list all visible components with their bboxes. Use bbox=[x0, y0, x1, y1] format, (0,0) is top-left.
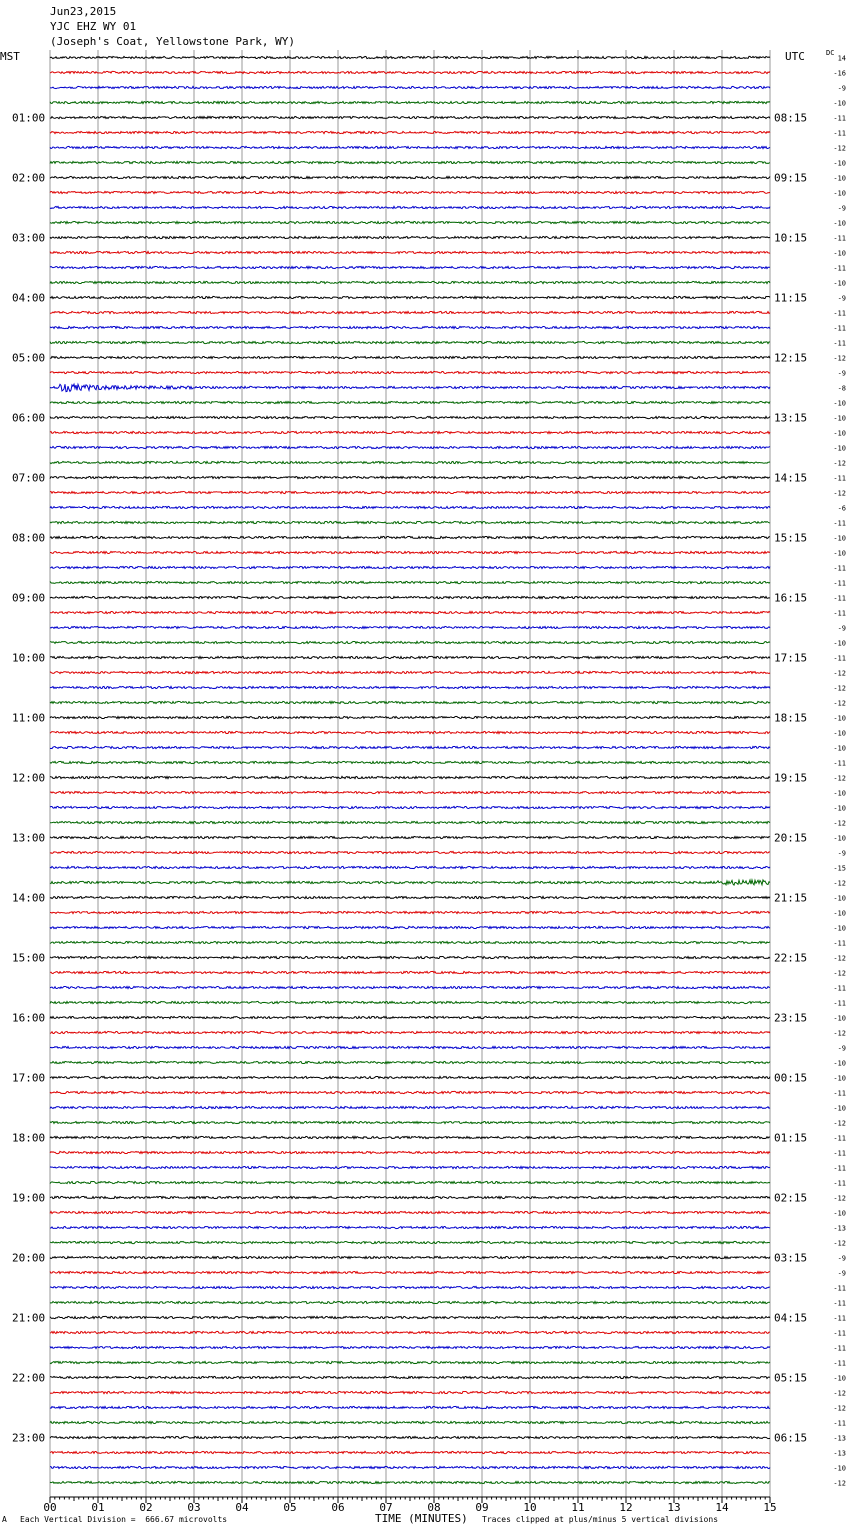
trace-row-43 bbox=[50, 701, 770, 703]
right-hour-label-6: 14:15 bbox=[774, 471, 808, 485]
dc-offset-9: -10 bbox=[833, 189, 846, 198]
trace-row-72 bbox=[50, 1136, 770, 1138]
trace-row-6 bbox=[50, 146, 770, 148]
trace-row-13 bbox=[50, 251, 770, 253]
trace-row-16 bbox=[50, 296, 770, 298]
plot-date: Jun23,2015 bbox=[50, 5, 117, 18]
dc-offset-59: -11 bbox=[833, 939, 846, 948]
dc-offset-71: -12 bbox=[833, 1119, 846, 1128]
x-tick-label-14: 14 bbox=[715, 1501, 729, 1514]
dc-offset-28: -11 bbox=[833, 474, 846, 483]
right-hour-label-5: 13:15 bbox=[774, 411, 808, 425]
left-hour-label-4: 05:00 bbox=[12, 351, 46, 365]
trace-row-71 bbox=[50, 1121, 770, 1123]
trace-row-73 bbox=[50, 1151, 770, 1153]
dc-offset-25: -10 bbox=[833, 429, 846, 438]
left-hour-label-17: 18:00 bbox=[12, 1131, 46, 1145]
dc-offset-83: -11 bbox=[833, 1299, 846, 1308]
left-hour-label-20: 21:00 bbox=[12, 1311, 46, 1325]
dc-offset-94: -10 bbox=[833, 1464, 846, 1473]
right-hour-label-14: 22:15 bbox=[774, 951, 808, 965]
left-hour-label-14: 15:00 bbox=[12, 951, 46, 965]
right-hour-label-9: 17:15 bbox=[774, 651, 808, 665]
trace-row-28 bbox=[50, 476, 770, 478]
dc-offset-78: -13 bbox=[833, 1224, 846, 1233]
trace-row-27 bbox=[50, 461, 770, 463]
x-tick-label-15: 15 bbox=[763, 1501, 777, 1514]
dc-offset-26: -10 bbox=[833, 444, 846, 453]
right-hour-label-22: 06:15 bbox=[774, 1431, 808, 1445]
dc-offset-86: -11 bbox=[833, 1344, 846, 1353]
dc-offset-43: -12 bbox=[833, 699, 846, 708]
trace-row-26 bbox=[50, 446, 770, 448]
dc-offset-17: -11 bbox=[833, 309, 846, 318]
trace-row-52 bbox=[50, 836, 770, 838]
dc-offset-52: -10 bbox=[833, 834, 846, 843]
dc-offset-0: 14 bbox=[837, 54, 846, 63]
trace-row-49 bbox=[50, 791, 770, 793]
right-hour-label-4: 12:15 bbox=[774, 351, 808, 365]
dc-offset-19: -11 bbox=[833, 339, 846, 348]
trace-row-44 bbox=[50, 716, 770, 718]
trace-row-17 bbox=[50, 311, 770, 313]
trace-row-87 bbox=[50, 1361, 770, 1363]
x-tick-label-05: 05 bbox=[283, 1501, 297, 1514]
trace-row-93 bbox=[50, 1451, 770, 1453]
trace-row-32 bbox=[50, 536, 770, 538]
trace-row-64 bbox=[50, 1016, 770, 1018]
dc-offset-3: -10 bbox=[833, 99, 846, 108]
dc-offset-95: -12 bbox=[833, 1479, 846, 1488]
x-tick-label-08: 08 bbox=[427, 1501, 441, 1514]
dc-offset-33: -10 bbox=[833, 549, 846, 558]
trace-row-66 bbox=[50, 1046, 770, 1048]
dc-offset-69: -11 bbox=[833, 1089, 846, 1098]
left-hour-label-19: 20:00 bbox=[12, 1251, 46, 1265]
trace-row-51 bbox=[50, 821, 770, 823]
dc-offset-44: -10 bbox=[833, 714, 846, 723]
trace-row-61 bbox=[50, 971, 770, 973]
left-hour-label-21: 22:00 bbox=[12, 1371, 46, 1385]
trace-row-77 bbox=[50, 1211, 770, 1213]
dc-offset-67: -10 bbox=[833, 1059, 846, 1068]
trace-row-7 bbox=[50, 161, 770, 163]
trace-row-76 bbox=[50, 1196, 770, 1198]
trace-row-29 bbox=[50, 491, 770, 493]
dc-offset-27: -12 bbox=[833, 459, 846, 468]
trace-row-57 bbox=[50, 911, 770, 913]
right-hour-label-0: 08:15 bbox=[774, 111, 808, 125]
dc-offset-70: -10 bbox=[833, 1104, 846, 1113]
dc-offset-30: -6 bbox=[837, 504, 846, 513]
dc-offset-63: -11 bbox=[833, 999, 846, 1008]
dc-offset-8: -10 bbox=[833, 174, 846, 183]
trace-row-40 bbox=[50, 656, 770, 658]
x-tick-label-09: 09 bbox=[475, 1501, 489, 1514]
left-hour-label-0: 01:00 bbox=[12, 111, 46, 125]
dc-offset-47: -11 bbox=[833, 759, 846, 768]
dc-offset-73: -11 bbox=[833, 1149, 846, 1158]
footer-scale-note: Each Vertical Division = 666.67 microvolts bbox=[20, 1515, 228, 1524]
x-tick-label-13: 13 bbox=[667, 1501, 681, 1514]
trace-row-91 bbox=[50, 1421, 770, 1423]
right-hour-label-20: 04:15 bbox=[774, 1311, 808, 1325]
trace-row-47 bbox=[50, 761, 770, 763]
right-hour-label-15: 23:15 bbox=[774, 1011, 808, 1025]
dc-offset-90: -12 bbox=[833, 1404, 846, 1413]
trace-row-69 bbox=[50, 1091, 770, 1093]
x-tick-label-12: 12 bbox=[619, 1501, 633, 1514]
dc-offset-68: -10 bbox=[833, 1074, 846, 1083]
trace-row-23 bbox=[50, 401, 770, 403]
dc-offset-5: -11 bbox=[833, 129, 846, 138]
footer-clip-note: Traces clipped at plus/minus 5 vertical divisions bbox=[482, 1515, 719, 1524]
trace-row-89 bbox=[50, 1391, 770, 1393]
dc-offset-64: -10 bbox=[833, 1014, 846, 1023]
left-hour-label-11: 12:00 bbox=[12, 771, 46, 785]
right-hour-label-17: 01:15 bbox=[774, 1131, 808, 1145]
trace-row-5 bbox=[50, 131, 770, 133]
dc-offset-32: -10 bbox=[833, 534, 846, 543]
dc-offset-60: -12 bbox=[833, 954, 846, 963]
right-hour-label-11: 19:15 bbox=[774, 771, 808, 785]
x-tick-label-00: 00 bbox=[43, 1501, 57, 1514]
trace-row-63 bbox=[50, 1001, 770, 1003]
dc-offset-49: -10 bbox=[833, 789, 846, 798]
trace-row-80 bbox=[50, 1256, 770, 1258]
dc-offset-87: -11 bbox=[833, 1359, 846, 1368]
trace-row-94 bbox=[50, 1466, 770, 1468]
left-hour-label-5: 06:00 bbox=[12, 411, 46, 425]
dc-offset-20: -12 bbox=[833, 354, 846, 363]
trace-row-25 bbox=[50, 431, 770, 433]
trace-row-22 bbox=[50, 384, 770, 392]
right-hour-label-8: 16:15 bbox=[774, 591, 808, 605]
right-hour-label-13: 21:15 bbox=[774, 891, 808, 905]
dc-offset-89: -12 bbox=[833, 1389, 846, 1398]
trace-row-37 bbox=[50, 611, 770, 613]
dc-offset-16: -9 bbox=[837, 294, 846, 303]
station-id: YJC EHZ WY 01 bbox=[50, 20, 137, 33]
trace-row-0 bbox=[50, 56, 770, 58]
x-axis-title: TIME (MINUTES) bbox=[375, 1512, 468, 1525]
trace-row-35 bbox=[50, 581, 770, 583]
dc-offset-74: -11 bbox=[833, 1164, 846, 1173]
trace-row-31 bbox=[50, 521, 770, 523]
right-hour-label-18: 02:15 bbox=[774, 1191, 808, 1205]
trace-row-8 bbox=[50, 176, 770, 178]
dc-offset-48: -12 bbox=[833, 774, 846, 783]
left-hour-label-12: 13:00 bbox=[12, 831, 46, 845]
dc-offset-62: -11 bbox=[833, 984, 846, 993]
left-hour-label-2: 03:00 bbox=[12, 231, 46, 245]
x-tick-label-02: 02 bbox=[139, 1501, 153, 1514]
trace-row-90 bbox=[50, 1406, 770, 1408]
trace-row-83 bbox=[50, 1301, 770, 1303]
trace-row-19 bbox=[50, 341, 770, 343]
left-hour-label-10: 11:00 bbox=[12, 711, 46, 725]
trace-row-55 bbox=[50, 880, 770, 885]
dc-offset-51: -12 bbox=[833, 819, 846, 828]
left-hour-label-6: 07:00 bbox=[12, 471, 46, 485]
dc-offset-41: -12 bbox=[833, 669, 846, 678]
right-hour-label-19: 03:15 bbox=[774, 1251, 808, 1265]
dc-offset-14: -11 bbox=[833, 264, 846, 273]
trace-row-84 bbox=[50, 1316, 770, 1318]
trace-row-65 bbox=[50, 1031, 770, 1033]
left-hour-label-18: 19:00 bbox=[12, 1191, 46, 1205]
x-tick-label-07: 07 bbox=[379, 1501, 393, 1514]
dc-offset-46: -10 bbox=[833, 744, 846, 753]
trace-row-41 bbox=[50, 671, 770, 673]
left-hour-label-3: 04:00 bbox=[12, 291, 46, 305]
x-tick-label-01: 01 bbox=[91, 1501, 105, 1514]
dc-offset-7: -10 bbox=[833, 159, 846, 168]
trace-row-68 bbox=[50, 1076, 770, 1078]
dc-offset-53: -9 bbox=[837, 849, 846, 858]
right-timezone-label: UTC bbox=[785, 50, 805, 63]
x-tick-label-03: 03 bbox=[187, 1501, 201, 1514]
trace-row-20 bbox=[50, 356, 770, 358]
dc-offset-37: -11 bbox=[833, 609, 846, 618]
trace-row-24 bbox=[50, 416, 770, 418]
dc-offset-85: -11 bbox=[833, 1329, 846, 1338]
x-tick-label-11: 11 bbox=[571, 1501, 585, 1514]
dc-offset-34: -11 bbox=[833, 564, 846, 573]
dc-offset-header: DC bbox=[826, 49, 835, 57]
trace-row-18 bbox=[50, 326, 770, 328]
right-hour-label-16: 00:15 bbox=[774, 1071, 808, 1085]
left-hour-label-1: 02:00 bbox=[12, 171, 46, 185]
dc-offset-75: -11 bbox=[833, 1179, 846, 1188]
dc-offset-84: -11 bbox=[833, 1314, 846, 1323]
dc-offset-1: -16 bbox=[833, 69, 846, 78]
dc-offset-31: -11 bbox=[833, 519, 846, 528]
dc-offset-40: -11 bbox=[833, 654, 846, 663]
left-hour-label-7: 08:00 bbox=[12, 531, 46, 545]
right-hour-label-3: 11:15 bbox=[774, 291, 808, 305]
trace-row-36 bbox=[50, 596, 770, 598]
dc-offset-2: -9 bbox=[837, 84, 846, 93]
dc-offset-11: -10 bbox=[833, 219, 846, 228]
trace-row-33 bbox=[50, 551, 770, 553]
trace-row-92 bbox=[50, 1436, 770, 1438]
trace-row-70 bbox=[50, 1106, 770, 1108]
trace-row-9 bbox=[50, 191, 770, 193]
dc-offset-29: -12 bbox=[833, 489, 846, 498]
trace-row-95 bbox=[50, 1481, 770, 1483]
dc-offset-58: -10 bbox=[833, 924, 846, 933]
trace-row-85 bbox=[50, 1331, 770, 1333]
trace-row-14 bbox=[50, 266, 770, 268]
dc-offset-4: -11 bbox=[833, 114, 846, 123]
trace-row-10 bbox=[50, 206, 770, 208]
dc-offset-80: -9 bbox=[837, 1254, 846, 1263]
trace-row-30 bbox=[50, 506, 770, 508]
trace-row-79 bbox=[50, 1241, 770, 1243]
dc-offset-42: -12 bbox=[833, 684, 846, 693]
dc-offset-55: -12 bbox=[833, 879, 846, 888]
dc-offset-22: -8 bbox=[837, 384, 846, 393]
dc-offset-18: -11 bbox=[833, 324, 846, 333]
dc-offset-77: -10 bbox=[833, 1209, 846, 1218]
dc-offset-21: -9 bbox=[837, 369, 846, 378]
dc-offset-54: -15 bbox=[833, 864, 846, 873]
trace-row-4 bbox=[50, 116, 770, 118]
trace-row-39 bbox=[50, 641, 770, 643]
right-hour-label-10: 18:15 bbox=[774, 711, 808, 725]
dc-offset-57: -10 bbox=[833, 909, 846, 918]
trace-group bbox=[50, 56, 770, 1483]
trace-row-81 bbox=[50, 1271, 770, 1273]
trace-row-42 bbox=[50, 686, 770, 688]
x-tick-label-04: 04 bbox=[235, 1501, 249, 1514]
x-tick-label-06: 06 bbox=[331, 1501, 345, 1514]
dc-offset-13: -10 bbox=[833, 249, 846, 258]
left-hour-label-15: 16:00 bbox=[12, 1011, 46, 1025]
trace-row-74 bbox=[50, 1166, 770, 1168]
dc-offset-35: -11 bbox=[833, 579, 846, 588]
trace-row-54 bbox=[50, 866, 770, 868]
dc-offset-91: -11 bbox=[833, 1419, 846, 1428]
x-tick-label-10: 10 bbox=[523, 1501, 537, 1514]
trace-row-12 bbox=[50, 236, 770, 238]
trace-row-3 bbox=[50, 101, 770, 103]
dc-offset-39: -10 bbox=[833, 639, 846, 648]
dc-offset-10: -9 bbox=[837, 204, 846, 213]
dc-offset-76: -12 bbox=[833, 1194, 846, 1203]
trace-row-60 bbox=[50, 956, 770, 958]
dc-offset-50: -10 bbox=[833, 804, 846, 813]
trace-row-46 bbox=[50, 746, 770, 748]
trace-row-1 bbox=[50, 71, 770, 73]
dc-offset-12: -11 bbox=[833, 234, 846, 243]
trace-row-2 bbox=[50, 86, 770, 88]
footer-mark: A bbox=[2, 1515, 7, 1524]
trace-row-78 bbox=[50, 1226, 770, 1228]
dc-offset-82: -11 bbox=[833, 1284, 846, 1293]
dc-offset-72: -11 bbox=[833, 1134, 846, 1143]
trace-row-86 bbox=[50, 1346, 770, 1348]
dc-offset-79: -12 bbox=[833, 1239, 846, 1248]
right-hour-label-1: 09:15 bbox=[774, 171, 808, 185]
dc-offset-24: -10 bbox=[833, 414, 846, 423]
dc-offset-81: -9 bbox=[837, 1269, 846, 1278]
left-hour-label-9: 10:00 bbox=[12, 651, 46, 665]
right-hour-label-2: 10:15 bbox=[774, 231, 808, 245]
dc-offset-61: -12 bbox=[833, 969, 846, 978]
trace-row-34 bbox=[50, 566, 770, 568]
trace-row-59 bbox=[50, 941, 770, 943]
left-hour-label-16: 17:00 bbox=[12, 1071, 46, 1085]
trace-row-45 bbox=[50, 731, 770, 733]
dc-offset-23: -10 bbox=[833, 399, 846, 408]
trace-row-38 bbox=[50, 626, 770, 628]
dc-offset-56: -10 bbox=[833, 894, 846, 903]
left-hour-label-22: 23:00 bbox=[12, 1431, 46, 1445]
dc-offset-66: -9 bbox=[837, 1044, 846, 1053]
trace-row-53 bbox=[50, 851, 770, 853]
trace-row-75 bbox=[50, 1181, 770, 1183]
dc-offset-6: -12 bbox=[833, 144, 846, 153]
trace-row-15 bbox=[50, 281, 770, 283]
trace-row-88 bbox=[50, 1376, 770, 1378]
trace-row-48 bbox=[50, 776, 770, 778]
trace-row-62 bbox=[50, 986, 770, 988]
trace-row-11 bbox=[50, 221, 770, 223]
right-hour-label-7: 15:15 bbox=[774, 531, 808, 545]
left-hour-label-8: 09:00 bbox=[12, 591, 46, 605]
dc-offset-45: -10 bbox=[833, 729, 846, 738]
trace-row-21 bbox=[50, 371, 770, 373]
trace-row-50 bbox=[50, 806, 770, 808]
dc-offset-36: -11 bbox=[833, 594, 846, 603]
right-hour-label-21: 05:15 bbox=[774, 1371, 808, 1385]
right-hour-label-12: 20:15 bbox=[774, 831, 808, 845]
dc-offset-92: -13 bbox=[833, 1434, 846, 1443]
dc-offset-65: -12 bbox=[833, 1029, 846, 1038]
dc-offset-15: -10 bbox=[833, 279, 846, 288]
trace-row-56 bbox=[50, 896, 770, 898]
dc-offset-38: -9 bbox=[837, 624, 846, 633]
dc-offset-93: -13 bbox=[833, 1449, 846, 1458]
dc-offset-88: -10 bbox=[833, 1374, 846, 1383]
trace-row-67 bbox=[50, 1061, 770, 1063]
trace-row-82 bbox=[50, 1286, 770, 1288]
station-location: (Joseph's Coat, Yellowstone Park, WY) bbox=[50, 35, 296, 48]
left-timezone-label: MST bbox=[0, 50, 20, 63]
trace-row-58 bbox=[50, 926, 770, 928]
left-hour-label-13: 14:00 bbox=[12, 891, 46, 905]
